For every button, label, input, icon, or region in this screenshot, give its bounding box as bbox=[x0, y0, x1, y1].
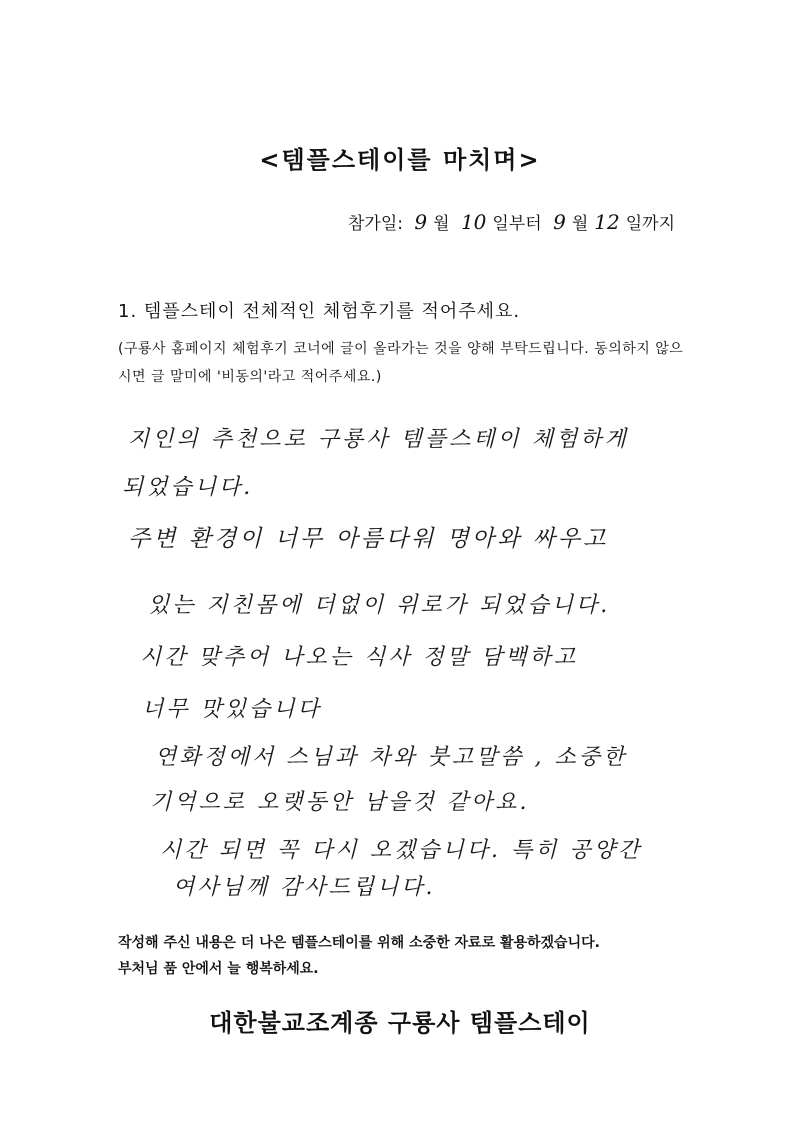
to-text: 일까지 bbox=[625, 214, 675, 234]
start-month: 9 bbox=[414, 210, 428, 234]
participation-dates bbox=[348, 209, 675, 234]
handwritten-line: 시간 되면 꼭 다시 오겠습니다. 특히 공양간 bbox=[160, 838, 643, 863]
start-day: 10 bbox=[460, 210, 487, 234]
month-unit-start: 월 bbox=[433, 214, 450, 234]
form-title: <템플스테이를 마치며> bbox=[259, 146, 541, 174]
handwritten-line: 지인의 추천으로 구룡사 템플스테이 체험하게 bbox=[128, 427, 629, 452]
from-text: 일부터 bbox=[492, 214, 542, 234]
participation-label: 참가일: bbox=[347, 214, 403, 234]
footer-note-2: 부처님 품 안에서 늘 행복하세요. bbox=[118, 961, 319, 977]
handwritten-line: 시간 맞추어 나오는 식사 정말 담백하고 bbox=[140, 645, 578, 670]
question-1-note: (구룡사 홈페이지 체험후기 코너에 글이 올라가는 것을 양해 부탁드립니다. 동의하지 않으시면 글 말미에 '비동의'라고 적어주세요.) bbox=[118, 341, 684, 385]
handwritten-line: 여사님께 감사드립니다. bbox=[173, 875, 436, 900]
handwritten-line: 되었습니다. bbox=[122, 475, 254, 500]
month-unit-end: 월 bbox=[571, 214, 589, 234]
question-1-heading: 1. 템플스테이 전체적인 체험후기를 적어주세요. bbox=[118, 301, 521, 322]
handwritten-line: 주변 환경이 너무 아름다워 명아와 싸우고 bbox=[128, 526, 609, 552]
organization-name: 대한불교조계종 구룡사 템플스테이 bbox=[209, 1009, 591, 1037]
handwritten-line: 있는 지친몸에 더없이 위로가 되었습니다. bbox=[148, 593, 611, 618]
handwritten-line: 연화정에서 스님과 차와 붓고말씀 , 소중한 bbox=[155, 745, 628, 770]
handwritten-line: 너무 맛있습니다 bbox=[142, 697, 322, 722]
footer-note-1: 작성해 주신 내용은 더 나은 템플스테이를 위해 소중한 자료로 활용하겠습니다. bbox=[118, 935, 600, 951]
end-month: 9 bbox=[553, 210, 566, 234]
end-day: 12 bbox=[594, 210, 620, 234]
handwritten-line: 기억으로 오랫동안 남을것 같아요. bbox=[150, 790, 530, 815]
